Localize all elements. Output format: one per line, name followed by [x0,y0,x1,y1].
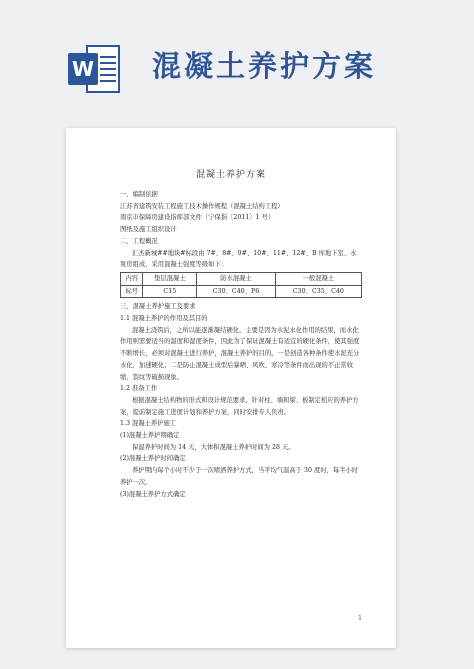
table-cell: C30、C40、P6 [197,285,276,298]
text-line: 江苏省建筑安装工程施工技术操作规程（混凝土结构工程） [120,202,284,210]
table-row [121,285,362,298]
section-heading: 二、工程概况 [120,237,158,245]
table-header-cell: 垫层混凝土 [143,272,197,285]
page-number: 1 [358,615,362,622]
document-title: 混凝土养护方案 [195,170,266,180]
word-icon [68,45,120,93]
concrete-grade-table [120,272,362,298]
table-cell: C15 [143,285,197,298]
banner-title: 混凝土养护方案 [152,49,377,83]
item-heading: (1)混凝土养护期确定 [120,432,180,440]
subsection-heading: 1.3 混凝土养护施工 [120,420,177,428]
item-heading: (2)混凝土养护时间确定 [120,455,186,463]
section-heading: 三、混凝土养护施工及要求 [120,303,196,311]
table-header-cell: 一般混凝土 [275,272,361,285]
paragraph: 根据混凝土结构物的形式和设计规范要求，针对柱、墙和梁、板制定相应的养护方案，提前制定施工进度计划和养护方案，同时安排专人负责。 [120,396,359,416]
paragraph: 汇杰新城##地块#标段由 7#、8#、9#、10#、11#、12#、B 库地下室、水泵房组成，采用混凝土强度等级如下： [120,249,357,269]
table-cell: C30、C35、C40 [275,285,361,298]
text-line: 图纸及施工组织设计 [120,226,177,234]
section-heading: 一、编制依据 [120,191,158,198]
paragraph: 保湿养护时间为 14 天，大体积混凝土养护时间为 28 天。 [132,443,295,451]
paragraph: 养护期内每个小时不少于一次喷洒养护方式，当平均气温高于 30 度时，每半小时养护一次。 [120,467,359,486]
banner [0,0,474,118]
subsection-heading: 1.1 混凝土养护的作用及其目的 [120,315,208,323]
paragraph: 混凝土浇筑后，之所以能逐渐凝结硬化，主要是因为水泥水化作用的结果，而水化作用则需要适当的温度和湿度条件，因此为了保证混凝土有适宜的硬化条件，使其强度不断增长，必须对混凝土进行养护，混凝土养护的目的，一是创造各种条件使水泥充分水化，加速硬化；二是防止混凝土成型后暴晒、风吹、寒冷等条件而出现的不正常收缩、裂纹等破损现象。 [120,326,360,381]
text-line: 南京市保障房建设指挥部文件（宁保指〔2011〕1 号） [120,214,275,222]
subsection-heading: 1.2 准备工作 [120,385,158,393]
table-header-row [121,272,362,285]
document-page [66,128,396,648]
word-logo-letter: W [68,53,98,85]
document-body [120,189,362,500]
table-header-cell: 防水混凝土 [197,272,276,285]
item-heading: (3)混凝土养护方式确定 [120,490,186,498]
table-header-cell: 内容 [121,272,143,285]
table-cell: 标号 [121,285,143,298]
